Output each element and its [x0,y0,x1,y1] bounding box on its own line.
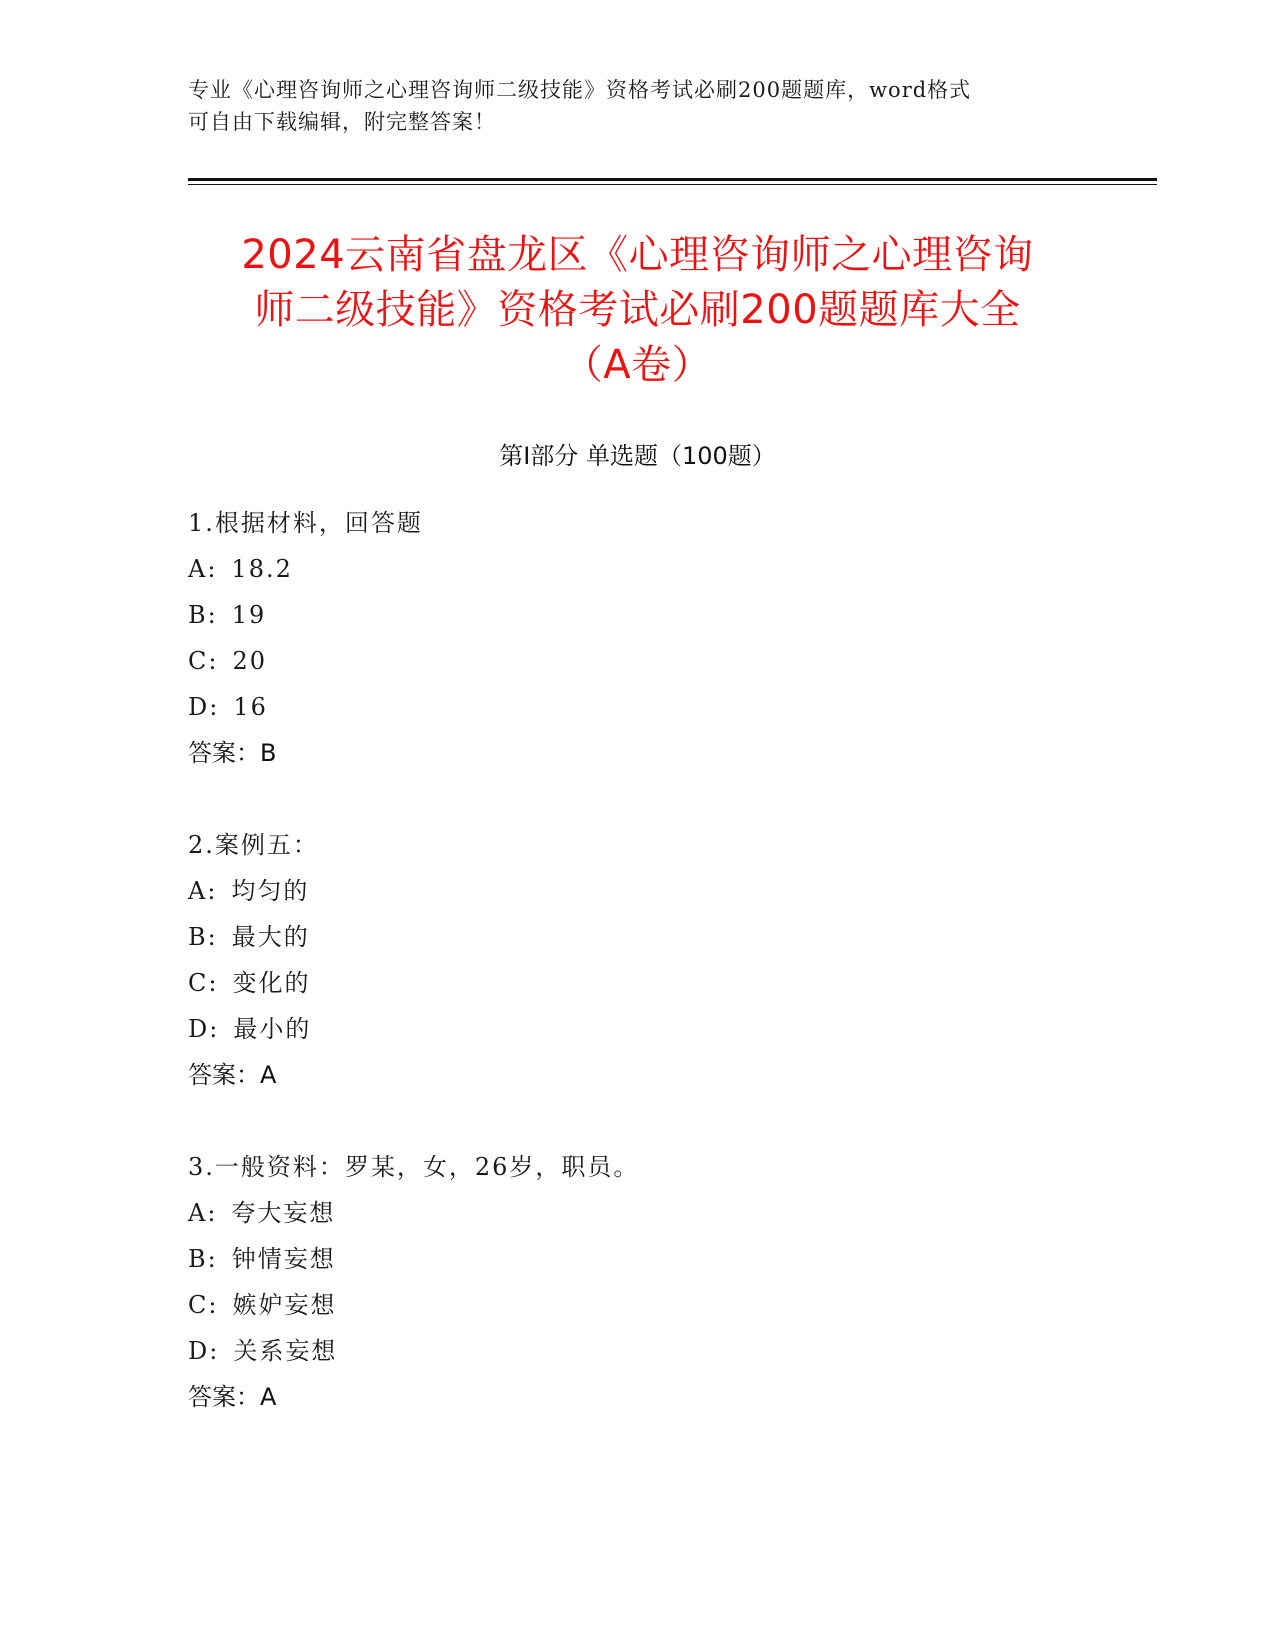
option-letter: A: [188,877,218,905]
option-d [188,684,1088,730]
option-d [188,1328,1088,1374]
option-text: 钟情妄想 [231,1245,336,1273]
answer-line: 答案：B [188,739,277,767]
header-note-line-2: 可自由下载编辑，附完整答案！ [188,110,496,134]
header-divider-thin [188,184,1157,185]
question-2 [188,822,1088,1098]
option-b [188,592,1088,638]
option-c [188,638,1088,684]
option-text: 均匀的 [231,877,310,905]
document-title-line-3: （A卷） [562,342,713,388]
section-title: 第I部分 单选题（100题） [499,442,776,470]
option-b [188,914,1088,960]
option-letter: B: [188,923,218,951]
option-text: 夸大妄想 [231,1199,336,1227]
option-text: 嫉妒妄想 [232,1291,337,1319]
option-a [188,546,1088,592]
option-a [188,868,1088,914]
option-b [188,1236,1088,1282]
option-text: 16 [233,693,268,721]
document-title [180,228,1095,393]
option-text: 20 [232,647,267,675]
option-letter: A: [188,1199,218,1227]
option-letter: B: [188,1245,218,1273]
answer-line: 答案：A [188,1383,277,1411]
option-letter: C: [188,1291,219,1319]
option-letter: D: [188,1015,220,1043]
option-letter: B: [188,601,218,629]
option-text: 最小的 [233,1015,312,1043]
option-text: 18.2 [231,555,293,583]
option-letter: C: [188,647,219,675]
question-1 [188,500,1088,776]
option-d [188,1006,1088,1052]
option-letter: A: [188,555,218,583]
question-3 [188,1144,1088,1420]
option-a [188,1190,1088,1236]
option-text: 变化的 [232,969,311,997]
option-text: 最大的 [231,923,310,951]
option-text: 19 [231,601,267,629]
option-text: 关系妄想 [233,1337,338,1365]
header-divider-thick [188,178,1157,181]
option-c [188,1282,1088,1328]
header-note-line-1: 专业《心理咨询师之心理咨询师二级技能》资格考试必刷200题题库，word格式 [188,78,972,102]
question-stem: 3.一般资料：罗某，女，26岁，职员。 [188,1153,640,1181]
header-note [188,74,1088,138]
option-letter: C: [188,969,219,997]
option-c [188,960,1088,1006]
answer-line: 答案：A [188,1061,277,1089]
question-stem: 1.根据材料，回答题 [188,509,423,537]
option-letter: D: [188,693,220,721]
question-stem: 2.案例五： [188,831,319,859]
document-title-line-2: 师二级技能》资格考试必刷200题题库大全 [254,287,1021,333]
document-title-line-1: 2024云南省盘龙区《心理咨询师之心理咨询 [241,232,1034,278]
option-letter: D: [188,1337,220,1365]
